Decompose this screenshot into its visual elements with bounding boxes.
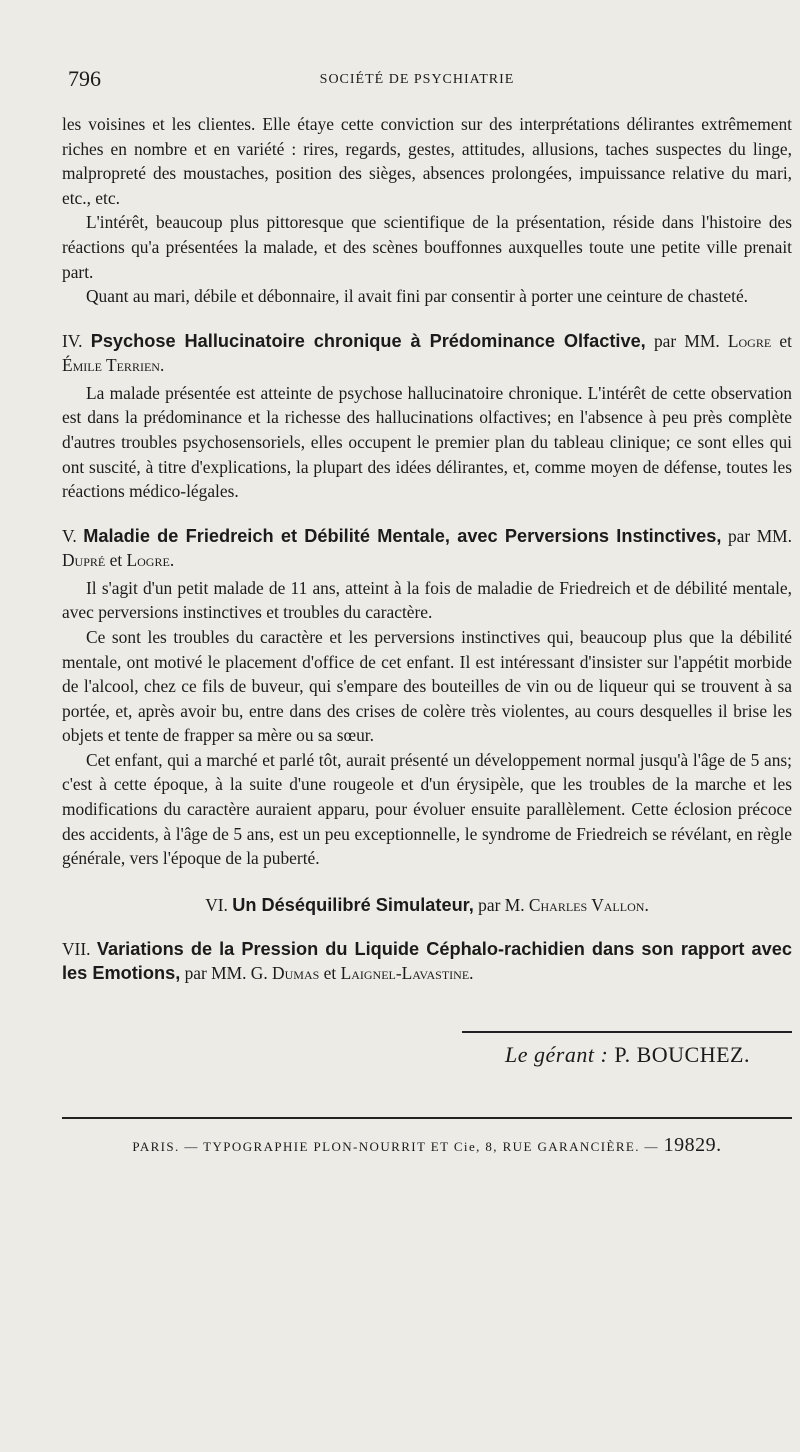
section-and: et	[779, 330, 792, 351]
imprint-number: 19829.	[663, 1134, 722, 1157]
section-heading-iv	[62, 329, 792, 377]
page-body	[62, 112, 792, 1160]
section-author: Charles Vallon	[528, 894, 645, 915]
section-author: Logre	[727, 330, 772, 351]
section-end: .	[644, 894, 649, 915]
section-end: .	[159, 354, 165, 375]
section-title: Un Déséquilibré Simulateur,	[232, 894, 474, 915]
section-author: Logre	[126, 549, 170, 570]
page-header	[68, 66, 766, 96]
paragraph: Quant au mari, débile et débonnaire, il avait fini par consentir à porter une ceinture de chasteté.	[86, 286, 749, 307]
section-author: Émile Terrien	[62, 354, 160, 375]
running-head: SOCIÉTÉ DE PSYCHIATRIE	[319, 72, 515, 87]
section-end: .	[469, 962, 474, 983]
paragraph: les voisines et les clientes. Elle étaye cette conviction sur des interprétations délirantes extrêmement riches en nombre et en variété : rires, regards, gestes, attitudes, allusions, taches suspectes du linge, malpropreté des moustaches, position des sièges, absences prolongées, impuissance relative du mari, etc., etc.	[62, 114, 792, 208]
paragraph: Ce sont les troubles du caractère et les perversions instinctives qui, beaucoup plus que la débilité mentale, ont motivé le placement d'office de cet enfant. Il est intéressant d'insister sur l'appétit morbide de l'alcool, chez ce fils de buveur, qui s'empare des bouteilles de vin ou de liqueur qui se trouvent à sa portée, et, après avoir bu, entre dans des crises de colère très violentes, au cours desquelles il brise les objets et tente de frapper sa mère ou sa sœur.	[62, 626, 792, 746]
printer-imprint	[62, 1133, 792, 1160]
manager-label: Le gérant :	[505, 1041, 609, 1067]
section-title: Maladie de Friedreich et Débilité Mentale, avec Perversions Instinctives,	[83, 525, 722, 546]
section-title: Variations de la Pression du Liquide Céphalo-rachidien dans son rapport avec les Emotions,	[62, 938, 792, 983]
manager-signature	[62, 1043, 750, 1068]
manager-block	[62, 1031, 792, 1120]
section-by: par MM.	[184, 962, 247, 983]
paragraph: L'intérêt, beaucoup plus pittoresque que scientifique de la présentation, réside dans l'histoire des réactions qu'a présentées la malade, et des scènes bouffonnes auxquelles toute une petite ville prenait part.	[62, 212, 792, 282]
divider	[62, 1117, 792, 1119]
section-heading-v	[62, 524, 792, 572]
paragraph: Il s'agit d'un petit malade de 11 ans, atteint à la fois de maladie de Friedreich et de débilité mentale, avec perversions instinctives et troubles du caractère.	[62, 577, 792, 623]
section-author: Dupré	[62, 549, 106, 570]
page-number: 796	[68, 66, 101, 91]
section-author: G. Dumas	[250, 962, 320, 983]
imprint-text: PARIS. — TYPOGRAPHIE PLON-NOURRIT ET Cie, 8, RUE GARANCIÈRE. —	[132, 1139, 659, 1155]
paragraph: La malade présentée est atteinte de psychose hallucinatoire chronique. L'intérêt de cette observation est dans la prédominance et la richesse des hallucinations olfactives; en l'absence à peu près complète d'autres troubles psychosensoriels, elles occupent le premier plan du tableau clinique; ce sont elles qui ont suscité, à titre d'explications, la plupart des idées délirantes, et, comme moyen de défense, toutes les réactions médico-légales.	[62, 382, 792, 502]
section-and: et	[323, 962, 337, 983]
section-numeral: V.	[62, 525, 77, 546]
section-author: Laignel-Lavastine	[340, 962, 470, 983]
section-by: par MM.	[727, 525, 792, 546]
section-end: .	[169, 549, 175, 570]
paragraph: Cet enfant, qui a marché et parlé tôt, aurait présenté un développement normal jusqu'à l'âge de 5 ans; c'est à cette époque, à la suite d'une rougeole et d'un érysipèle, que les troubles de la marche et les modifications du caractère auraient apparu, pour évoluer ensuite parallèlement. Cette éclosion précoce des accidents, à l'âge de 5 ans, est un peu exceptionnelle, le syndrome de Friedreich se révélant, en règle générale, vers l'époque de la puberté.	[62, 749, 792, 869]
section-title: Psychose Hallucinatoire chronique à Prédominance Olfactive,	[90, 330, 646, 351]
section-by: par MM.	[653, 330, 720, 351]
section-numeral: IV.	[62, 330, 83, 351]
section-heading-vii	[62, 937, 792, 985]
manager-name: P. BOUCHEZ.	[614, 1041, 750, 1067]
divider	[462, 1031, 792, 1033]
section-by: par M.	[478, 894, 525, 915]
section-and: et	[109, 549, 123, 570]
section-numeral: VII.	[62, 938, 91, 959]
section-numeral: VI.	[205, 894, 228, 915]
section-heading-vi	[62, 893, 792, 917]
